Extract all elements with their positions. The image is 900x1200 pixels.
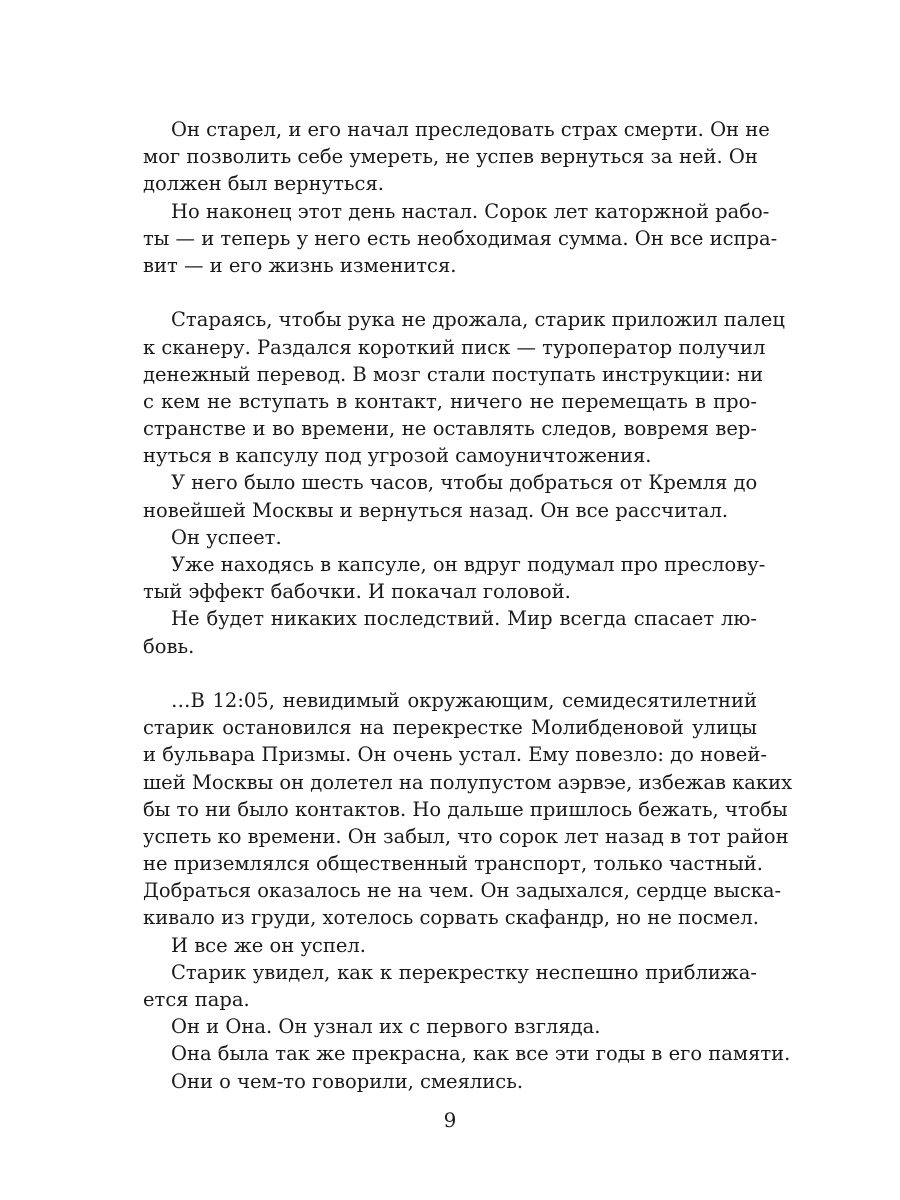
text-line: нуться в капсулу под угрозой самоуничтожения. (143, 444, 652, 468)
paragraph (143, 687, 793, 932)
text-line: И все же он успел. (171, 933, 366, 957)
text-line: ется пара. (143, 988, 250, 1011)
text-line: странстве и во времени, не оставлять следов, вовремя вер- (143, 417, 757, 441)
paragraph (143, 959, 757, 1013)
text-line: …В 12:05, невидимый окружающим, семидесятилетний (171, 688, 757, 712)
text-line: Он старел, и его начал преследовать страх смерти. Он не (171, 118, 770, 141)
text-line: У него было шесть часов, чтобы добраться от Кремля до (171, 471, 758, 495)
paragraph (143, 551, 766, 605)
text-line: Он успеет. (171, 525, 282, 549)
text-line: Уже находясь в капсуле, он вдруг подумал про преслову- (171, 553, 766, 576)
paragraph (143, 524, 757, 551)
text-line: Но наконец этот день настал. Сорок лет каторжной рабо- (171, 199, 770, 223)
paragraph (143, 1013, 757, 1040)
paragraph (143, 116, 770, 198)
text-line: шей Москвы он долетел на полупустом аэрвэе, избежав каких (143, 770, 793, 794)
paragraph (143, 469, 757, 523)
text-line: бовь. (143, 634, 195, 658)
paragraph (143, 932, 757, 959)
text-line: кивало из груди, хотелось сорвать скафандр, но не посмел. (143, 906, 759, 930)
text-line: с кем не вступать в контакт, ничего не перемещать в про- (143, 389, 757, 413)
page-number: 9 (443, 1108, 457, 1132)
text-line: Добраться оказалось не на чем. Он задыхался, сердце выска- (143, 879, 782, 903)
paragraph (143, 1040, 791, 1067)
text-line: старик остановился на перекрестке Молибденовой улицы (143, 716, 757, 740)
text-line: Стараясь, чтобы рука не дрожала, старик приложил палец (171, 308, 785, 332)
text-line: ты — и теперь у него есть необходимая сумма. Он все испра- (143, 226, 778, 250)
text-line: не приземлялся общественный транспорт, только частный. (143, 852, 763, 876)
text-line: должен был вернуться. (143, 172, 384, 196)
paragraph (143, 1068, 757, 1095)
section-break (143, 279, 757, 306)
text-line: и бульвара Призмы. Он очень устал. Ему повезло: до новей- (143, 743, 767, 767)
section-break (143, 660, 757, 687)
text-line: успеть ко времени. Он забыл, что сорок лет назад в тот район (143, 824, 789, 848)
paragraph (143, 306, 785, 469)
text-line: бы то ни было контактов. Но дальше пришлось бежать, чтобы (143, 797, 788, 821)
text-line: Не будет никаких последствий. Мир всегда спасает лю- (171, 607, 757, 631)
text-line: к сканеру. Раздался короткий писк — туроператор получил (143, 335, 766, 359)
text-line: Старик увидел, как к перекрестку неспешно приближа- (171, 960, 757, 984)
text-line: денежный перевод. В мозг стали поступать инструкции: ни (143, 362, 764, 386)
text-line: Они о чем-то говорили, смеялись. (171, 1069, 524, 1093)
text-line: Он и Она. Он узнал их с первого взгляда. (171, 1015, 601, 1039)
text-line: вит — и его жизнь изменится. (143, 253, 457, 277)
text-line: мог позволить себе умереть, не успев вернуться за ней. Он (143, 145, 758, 169)
text-line: тый эффект бабочки. И покачал головой. (143, 580, 571, 604)
paragraph (143, 605, 757, 659)
paragraph (143, 198, 778, 280)
page-body-text (143, 116, 793, 1095)
text-line: новейшей Москвы и вернуться назад. Он все рассчитал. (143, 498, 729, 522)
text-line: Она была так же прекрасна, как все эти годы в его памяти. (171, 1042, 791, 1066)
